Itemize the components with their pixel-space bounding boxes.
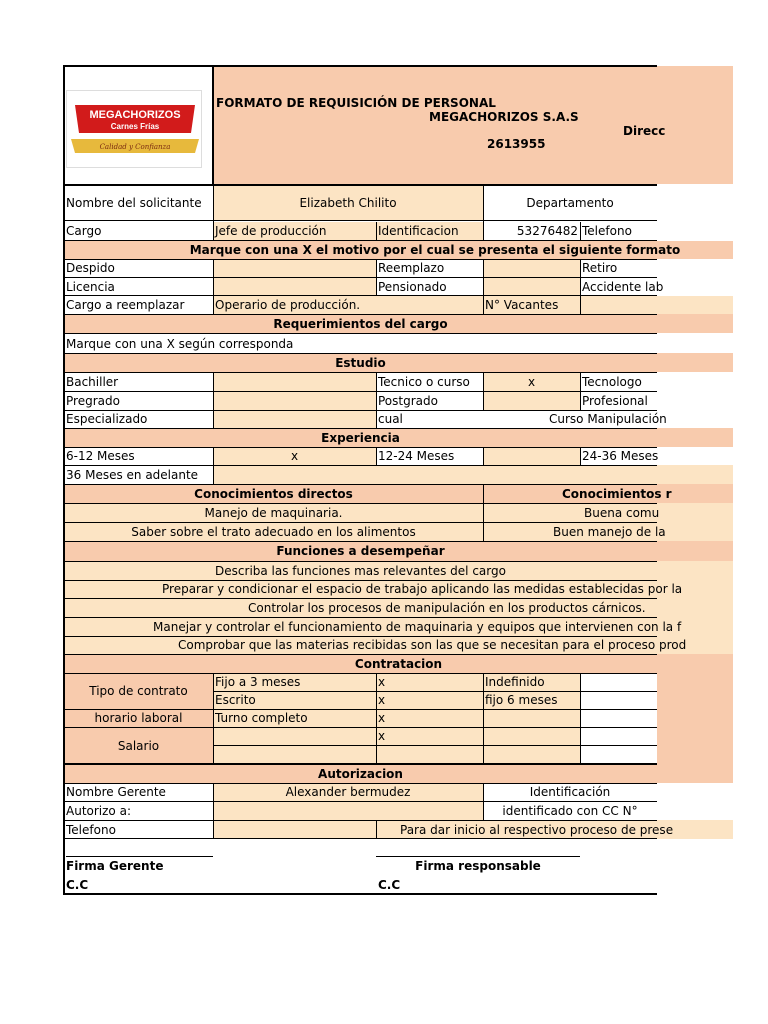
identificado-cc-label: identificado con CC N° bbox=[502, 803, 638, 818]
conocimiento-indirecto-1[interactable]: Buena comu bbox=[584, 505, 660, 520]
funcion-item[interactable]: Preparar y condicionar el espacio de trabajo aplicando las medidas establecidas por la bbox=[162, 582, 683, 596]
experiencia-heading: Experiencia bbox=[321, 430, 400, 445]
col-line bbox=[580, 447, 581, 465]
nombre-gerente-value[interactable]: Alexander bermudez bbox=[285, 785, 411, 799]
identificacion-label: Identificacion bbox=[378, 224, 459, 238]
reemplazo-label: Reemplazo bbox=[378, 261, 445, 275]
firma-responsable-label: Firma responsable bbox=[415, 859, 541, 873]
row-line bbox=[64, 295, 657, 296]
address-label: Direcc bbox=[623, 124, 666, 138]
company-phone: 2613955 bbox=[487, 137, 546, 151]
tipo-contrato-label: Tipo de contrato bbox=[89, 684, 188, 698]
col-line bbox=[213, 447, 214, 484]
row-line bbox=[64, 783, 657, 784]
conocimiento-indirecto-2[interactable]: Buen manejo de la bbox=[553, 524, 666, 539]
row-line bbox=[64, 410, 657, 411]
fijo-6-meses-label: fijo 6 meses bbox=[485, 693, 558, 707]
col-line bbox=[376, 222, 377, 240]
cc-responsable-label: C.C bbox=[378, 878, 401, 892]
col-line bbox=[483, 372, 484, 410]
row-line bbox=[64, 654, 657, 655]
cc-gerente-label: C.C bbox=[66, 878, 89, 892]
identificacion-gerente-label: Identificación bbox=[529, 785, 611, 799]
pensionado-label: Pensionado bbox=[378, 279, 447, 294]
firma-gerente-line bbox=[66, 856, 213, 857]
escrito-mark[interactable]: x bbox=[378, 693, 386, 707]
contratacion-right-band bbox=[657, 673, 733, 783]
firma-responsable-line bbox=[376, 856, 580, 857]
col-line bbox=[213, 372, 214, 428]
salario-mark[interactable]: x bbox=[378, 729, 386, 743]
cargo-label: Cargo bbox=[66, 224, 102, 238]
departamento-label: Departamento bbox=[526, 196, 614, 210]
frame-bottom-line bbox=[64, 893, 657, 895]
col-line bbox=[376, 259, 377, 296]
exp-6-12-mark[interactable]: x bbox=[290, 449, 299, 463]
telefono-gerente-label: Telefono bbox=[66, 822, 116, 837]
header-bottom-line bbox=[64, 184, 657, 186]
row-line bbox=[64, 522, 657, 523]
col-line bbox=[376, 673, 377, 764]
inicio-proceso-text: Para dar inicio al respectivo proceso de prese bbox=[400, 822, 674, 837]
row-line bbox=[64, 240, 657, 241]
row-line bbox=[64, 838, 657, 839]
nombre-gerente-label: Nombre Gerente bbox=[66, 785, 166, 799]
exp-36-label: 36 Meses en adelante bbox=[66, 467, 199, 482]
logo-brand-text: MEGACHORIZOS bbox=[89, 109, 181, 121]
header-divider-line bbox=[212, 65, 214, 185]
col-line bbox=[483, 186, 484, 241]
frame-top-line bbox=[64, 65, 657, 67]
company-name: MEGACHORIZOS S.A.S bbox=[429, 110, 579, 124]
curso-value[interactable]: Curso Manipulación bbox=[549, 412, 667, 426]
col-line bbox=[580, 222, 581, 240]
cargo-value[interactable]: Jefe de producción bbox=[215, 224, 327, 238]
profesional-label: Profesional bbox=[582, 393, 648, 408]
col-line bbox=[376, 372, 377, 428]
firma-gerente-label: Firma Gerente bbox=[66, 859, 164, 873]
logo-graphic bbox=[67, 91, 203, 169]
tecnologo-label: Tecnologo bbox=[582, 374, 642, 389]
col-line bbox=[483, 447, 484, 465]
cargo-reemplazar-value[interactable]: Operario de producción. bbox=[215, 298, 361, 312]
experiencia-mark-band-2 bbox=[483, 447, 580, 465]
bachiller-label: Bachiller bbox=[66, 374, 119, 389]
requerimientos-heading: Requerimientos del cargo bbox=[273, 316, 448, 331]
row-line bbox=[64, 561, 657, 562]
col-line bbox=[376, 820, 377, 838]
frame-left-line bbox=[63, 65, 65, 895]
row-line bbox=[64, 277, 657, 278]
row-line bbox=[213, 691, 657, 692]
row-line bbox=[64, 598, 657, 599]
row-line bbox=[64, 372, 657, 373]
row-line bbox=[64, 617, 657, 618]
row-line bbox=[64, 428, 657, 429]
cargo-reemplazar-label: Cargo a reemplazar bbox=[66, 298, 185, 312]
experiencia-36-band bbox=[213, 465, 733, 484]
row-line bbox=[64, 709, 657, 710]
logo-subtitle-text: Carnes Frías bbox=[110, 122, 160, 131]
row-line bbox=[64, 314, 657, 315]
row-line bbox=[64, 447, 657, 448]
col-line bbox=[580, 259, 581, 314]
row-line bbox=[64, 259, 657, 260]
identificacion-value[interactable]: 53276482 bbox=[516, 224, 578, 238]
row-line bbox=[64, 636, 657, 637]
row-line bbox=[64, 333, 657, 334]
cual-label: cual bbox=[378, 412, 403, 426]
indefinido-label: Indefinido bbox=[485, 675, 545, 689]
autorizacion-heading: Autorizacion bbox=[318, 766, 403, 781]
licencia-label: Licencia bbox=[66, 279, 115, 294]
fijo-3-meses-label: Fijo a 3 meses bbox=[215, 675, 301, 689]
nombre-solicitante-label: Nombre del solicitante bbox=[66, 196, 202, 210]
requerimientos-instruction: Marque con una X según corresponda bbox=[66, 336, 294, 351]
row-line bbox=[64, 801, 657, 802]
retiro-label: Retiro bbox=[582, 261, 618, 275]
funcion-item[interactable]: Manejar y controlar el funcionamiento de maquinaria y equipos que intervienen con la f bbox=[153, 619, 682, 634]
conocimiento-directo-2[interactable]: Saber sobre el trato adecuado en los alimentos bbox=[131, 524, 416, 539]
despido-label: Despido bbox=[66, 261, 115, 275]
row-line bbox=[64, 503, 657, 504]
row-line bbox=[213, 745, 657, 746]
estudio-heading: Estudio bbox=[335, 355, 386, 370]
col-line bbox=[213, 186, 214, 241]
motivo-heading: Marque con una X el motivo por el cual se presenta el siguiente formato bbox=[189, 243, 681, 257]
escrito-label: Escrito bbox=[215, 693, 256, 707]
col-line bbox=[483, 783, 484, 820]
conocimientos-indirectos-heading: Conocimientos r bbox=[562, 486, 672, 501]
postgrado-label: Postgrado bbox=[378, 393, 438, 408]
col-line bbox=[483, 484, 484, 541]
col-line bbox=[580, 372, 581, 410]
row-line bbox=[64, 484, 657, 485]
funcion-item[interactable]: Controlar los procesos de manipulación en los productos cárnicos. bbox=[248, 600, 646, 615]
nombre-solicitante-value[interactable]: Elizabeth Chilito bbox=[299, 196, 397, 210]
row-line bbox=[64, 541, 657, 542]
row-line bbox=[64, 727, 657, 728]
telefono-label: Telefono bbox=[582, 224, 632, 238]
col-line bbox=[213, 673, 214, 764]
salario-label: Salario bbox=[117, 738, 160, 753]
turno-completo-label: Turno completo bbox=[215, 711, 308, 725]
funcion-item[interactable]: Comprobar que las materias recibidas son las que se necesitan para el proceso prod bbox=[178, 638, 687, 652]
col-line bbox=[213, 783, 214, 839]
turno-completo-mark[interactable]: x bbox=[378, 711, 386, 725]
funciones-subheading: Describa las funciones mas relevantes del cargo bbox=[215, 563, 506, 578]
horario-laboral-label: horario laboral bbox=[94, 711, 183, 725]
row-line bbox=[64, 465, 657, 466]
accidente-label: Accidente lab bbox=[582, 279, 664, 294]
especializado-label: Especializado bbox=[66, 412, 148, 426]
exp-12-24-label: 12-24 Meses bbox=[378, 449, 455, 463]
vacantes-label: N° Vacantes bbox=[485, 298, 559, 312]
row-line bbox=[64, 580, 657, 581]
row-line bbox=[64, 820, 657, 821]
exp-24-36-label: 24-36 Meses bbox=[582, 449, 659, 463]
col-line bbox=[483, 259, 484, 314]
row-line bbox=[64, 353, 657, 354]
row-line bbox=[64, 391, 657, 392]
col-line bbox=[213, 259, 214, 314]
fijo-3-meses-mark[interactable]: x bbox=[378, 675, 386, 689]
contratacion-heading: Contratacion bbox=[354, 656, 443, 671]
conocimientos-directos-heading: Conocimientos directos bbox=[194, 486, 353, 501]
tecnico-label: Tecnico o curso bbox=[378, 374, 470, 389]
pregrado-label: Pregrado bbox=[66, 393, 120, 408]
exp-6-12-label: 6-12 Meses bbox=[66, 449, 135, 463]
row-line bbox=[64, 763, 657, 765]
col-line bbox=[376, 447, 377, 465]
col-line bbox=[483, 673, 484, 764]
row-line bbox=[64, 220, 657, 221]
autorizo-label: Autorizo a: bbox=[66, 803, 131, 818]
megachorizos-logo bbox=[66, 90, 202, 168]
tecnico-mark[interactable]: x bbox=[527, 374, 536, 389]
col-line bbox=[580, 673, 581, 764]
logo-tagline-text: Calidad y Confianza bbox=[99, 143, 171, 151]
conocimiento-directo-1[interactable]: Manejo de maquinaria. bbox=[204, 505, 343, 520]
form-title: FORMATO DE REQUISICIÓN DE PERSONAL bbox=[216, 96, 496, 110]
row-line bbox=[64, 673, 657, 674]
estudio-mark-band-1 bbox=[213, 372, 376, 428]
funciones-heading: Funciones a desempeñar bbox=[276, 544, 445, 558]
